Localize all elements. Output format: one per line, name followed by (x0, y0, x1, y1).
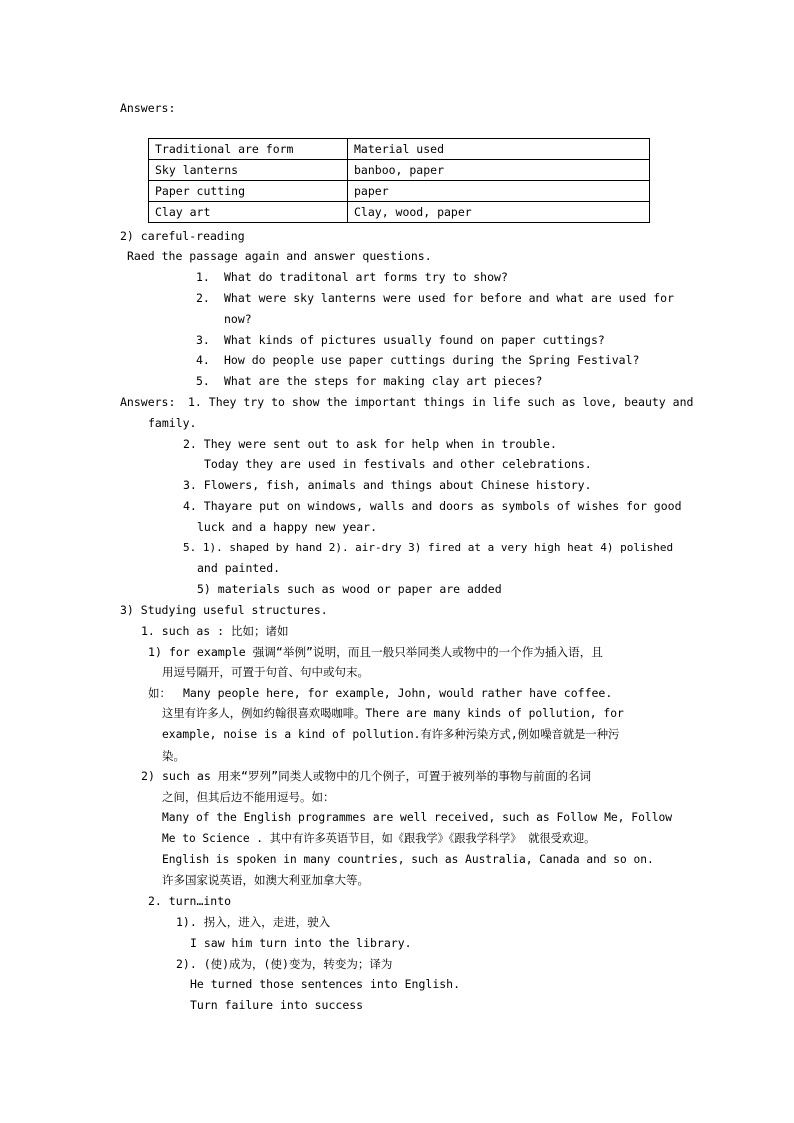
explanation-text: 之间，但其后边不能用逗号。如： (162, 790, 335, 804)
example-sentence: Many of the English programmes are well received, such as Follow Me, Follow (162, 811, 673, 824)
question-number: 2. (196, 291, 210, 305)
table-header-row (149, 139, 650, 160)
answer-text: 3. Flowers, fish, animals and things about Chinese history. (183, 478, 592, 492)
table-row (149, 181, 650, 202)
answer-text: Today they are used in festivals and other celebrations. (204, 457, 592, 471)
table-row (149, 202, 650, 223)
example-sentence: Me to Science . 其中有许多英语节目，如《跟我学》《跟我学科学》 就很受欢迎。 (162, 832, 596, 845)
example-sentence: 这里有许多人，例如约翰很喜欢喝咖啡。There are many kinds of pollution, for (162, 707, 624, 720)
structure-title: 2. turn…into (148, 894, 232, 908)
question-text-cont: now? (224, 312, 252, 326)
section-heading: 3) Studying useful structures. (120, 603, 328, 617)
explanation-text: 2) such as 用来“罗列”同类人或物中的几个例子，可置于被列举的事物与前面的名词 (141, 769, 592, 783)
question-text: What kinds of pictures usually found on paper cuttings? (224, 333, 605, 347)
question-text: What do traditonal art forms try to show? (224, 270, 508, 284)
explanation-text: 用逗号隔开，可置于句首、句中或句末。 (162, 665, 369, 679)
example-sentence: I saw him turn into the library. (190, 936, 412, 950)
question-number: 1. (196, 270, 210, 284)
answers-table (148, 138, 650, 223)
answer-text: 5. 1). shaped by hand 2). air-dry 3) fired at a very high heat 4) polished (183, 541, 674, 554)
example-sentence: He turned those sentences into English. (190, 977, 461, 991)
question-number: 4. (196, 353, 210, 367)
table-cell: paper (348, 181, 650, 202)
question-text: What were sky lanterns were used for before and what are used for (224, 291, 675, 305)
answer-text: family. (148, 416, 197, 430)
example-label: 如： (148, 686, 171, 700)
instruction-text: Raed the passage again and answer questions. (127, 249, 432, 263)
answer-text: 1. They try to show the important things in life such as love, beauty and (188, 395, 694, 409)
answer-text: 5) materials such as wood or paper are added (197, 582, 502, 596)
answer-text: 2. They were sent out to ask for help when in trouble. (183, 437, 557, 451)
example-sentence: 染。 (162, 749, 185, 763)
question-number: 3. (196, 333, 210, 347)
answer-text: and painted. (197, 561, 281, 575)
question-text: How do people use paper cuttings during the Spring Festival? (224, 353, 640, 367)
answers-label: Answers: (120, 395, 176, 409)
table-header-cell: Material used (348, 139, 650, 160)
answer-text: luck and a happy new year. (197, 520, 378, 534)
table-cell: Sky lanterns (149, 160, 348, 181)
example-sentence: Turn failure into success (190, 998, 364, 1012)
example-sentence: example, noise is a kind of pollution.有许多种污染方式,例如噪音就是一种污 (162, 728, 620, 741)
structure-title: 1. such as : 比如；诸如 (141, 624, 289, 638)
table-cell: Clay, wood, paper (348, 202, 650, 223)
explanation-text: 1) for example 强调“举例”说明，而且一般只举同类人或物中的一个作为插入语，且 (148, 645, 603, 659)
example-sentence: Many people here, for example, John, would rather have coffee. (183, 686, 613, 700)
table-cell: Clay art (149, 202, 348, 223)
table-cell: Paper cutting (149, 181, 348, 202)
question-number: 5. (196, 374, 210, 388)
example-sentence: 许多国家说英语，如澳大利亚加拿大等。 (162, 873, 369, 887)
answers-label: Answers: (120, 101, 176, 115)
question-text: What are the steps for making clay art pieces? (224, 374, 543, 388)
table-header-cell: Traditional are form (149, 139, 348, 160)
table-cell: banboo, paper (348, 160, 650, 181)
section-heading: 2) careful-reading (120, 229, 245, 243)
answer-text: 4. Thayare put on windows, walls and doors as symbols of wishes for good (183, 499, 682, 513)
meaning-text: 1). 拐入，进入，走进，驶入 (176, 915, 331, 929)
table-row (149, 160, 650, 181)
example-sentence: English is spoken in many countries, such as Australia, Canada and so on. (162, 853, 654, 866)
meaning-text: 2). (使)成为，(使)变为，转变为；译为 (176, 957, 393, 971)
